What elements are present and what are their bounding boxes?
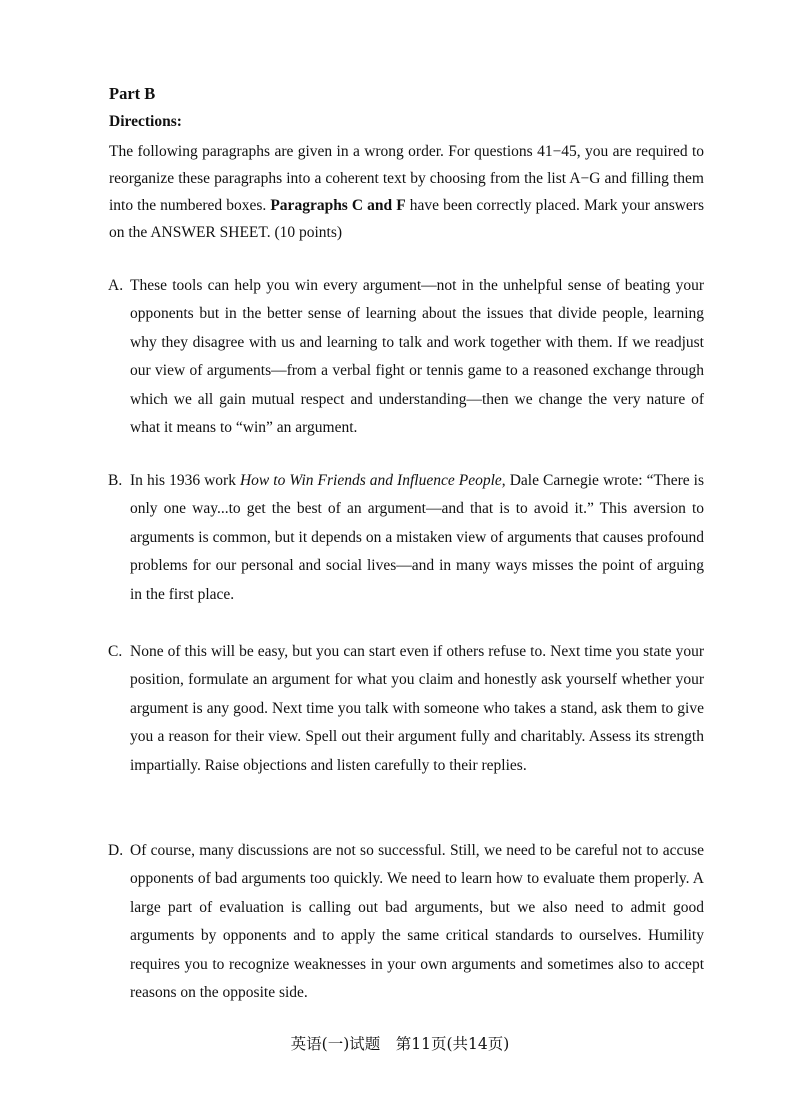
directions-bold: Paragraphs C and F	[270, 197, 406, 214]
paragraph-a-label: A.	[108, 277, 124, 294]
part-title: Part B	[109, 84, 156, 103]
paragraph-d-label: D.	[108, 842, 124, 859]
directions-text-after: have been correctly placed. Mark your answers on the ANSWER SHEET. (10 points)	[109, 197, 704, 241]
paragraph-b-text-before: In his 1936 work	[130, 472, 240, 489]
directions-text	[109, 138, 704, 246]
page-footer: 英语(一)试题 第11页(共14页)	[290, 1035, 510, 1053]
paragraph-a-text: These tools can help you win every argument—not in the unhelpful sense of beating your opponents but in the better sense of learning about the issues that divide people, learning why they disagree with us and learning to talk and work together with them. If we readjust our view of arguments—from a verbal fight or tennis game to a reasoned exchange through which we all gain mutual respect and understanding—then we change the very nature of what it means to “win” an argument.	[130, 277, 704, 437]
paragraph-d-text: Of course, many discussions are not so successful. Still, we need to be careful not to accuse opponents of bad arguments too quickly. We need to learn how to evaluate them properly. A large part of evaluation is calling out bad arguments, but we also need to admit good arguments by opponents and to apply the same critical standards to ourselves. Humility requires you to recognize weaknesses in your own arguments and sometimes also to accept reasons on the opposite side.	[130, 842, 704, 1002]
paragraph-c-label: C.	[108, 643, 123, 660]
paragraph-d	[108, 837, 704, 1007]
paragraph-b-label: B.	[108, 472, 123, 489]
paragraph-b-book-title: How to Win Friends and Influence People	[239, 472, 502, 489]
paragraph-b-text-after: , Dale Carnegie wrote: “There is only one way...to get the best of an argument—and that is to avoid it.” This aversion to arguments is common, but it depends on a mistaken view of arguments that causes profound problems for our personal and social lives—and in many ways misses the point of arguing in the first place.	[130, 472, 704, 603]
paragraph-b-text	[108, 467, 704, 609]
paragraph-c	[108, 638, 704, 780]
directions-title: Directions:	[109, 113, 182, 130]
paragraph-a	[108, 272, 704, 442]
paragraph-c-text: None of this will be easy, but you can start even if others refuse to. Next time you state your position, formulate an argument for what you claim and honestly ask yourself whether your argument is any good. Next time you talk with someone who takes a stand, ask them to give you a reason for their view. Spell out their argument fully and charitably. Assess its strength impartially. Raise objections and listen carefully to their replies.	[130, 643, 704, 774]
paragraph-b	[108, 467, 704, 609]
directions-text-before: The following paragraphs are given in a wrong order. For questions 41−45, you are required to reorganize these paragraphs into a coherent text by choosing from the list A−G and filling them into the numbered boxes.	[109, 143, 704, 214]
